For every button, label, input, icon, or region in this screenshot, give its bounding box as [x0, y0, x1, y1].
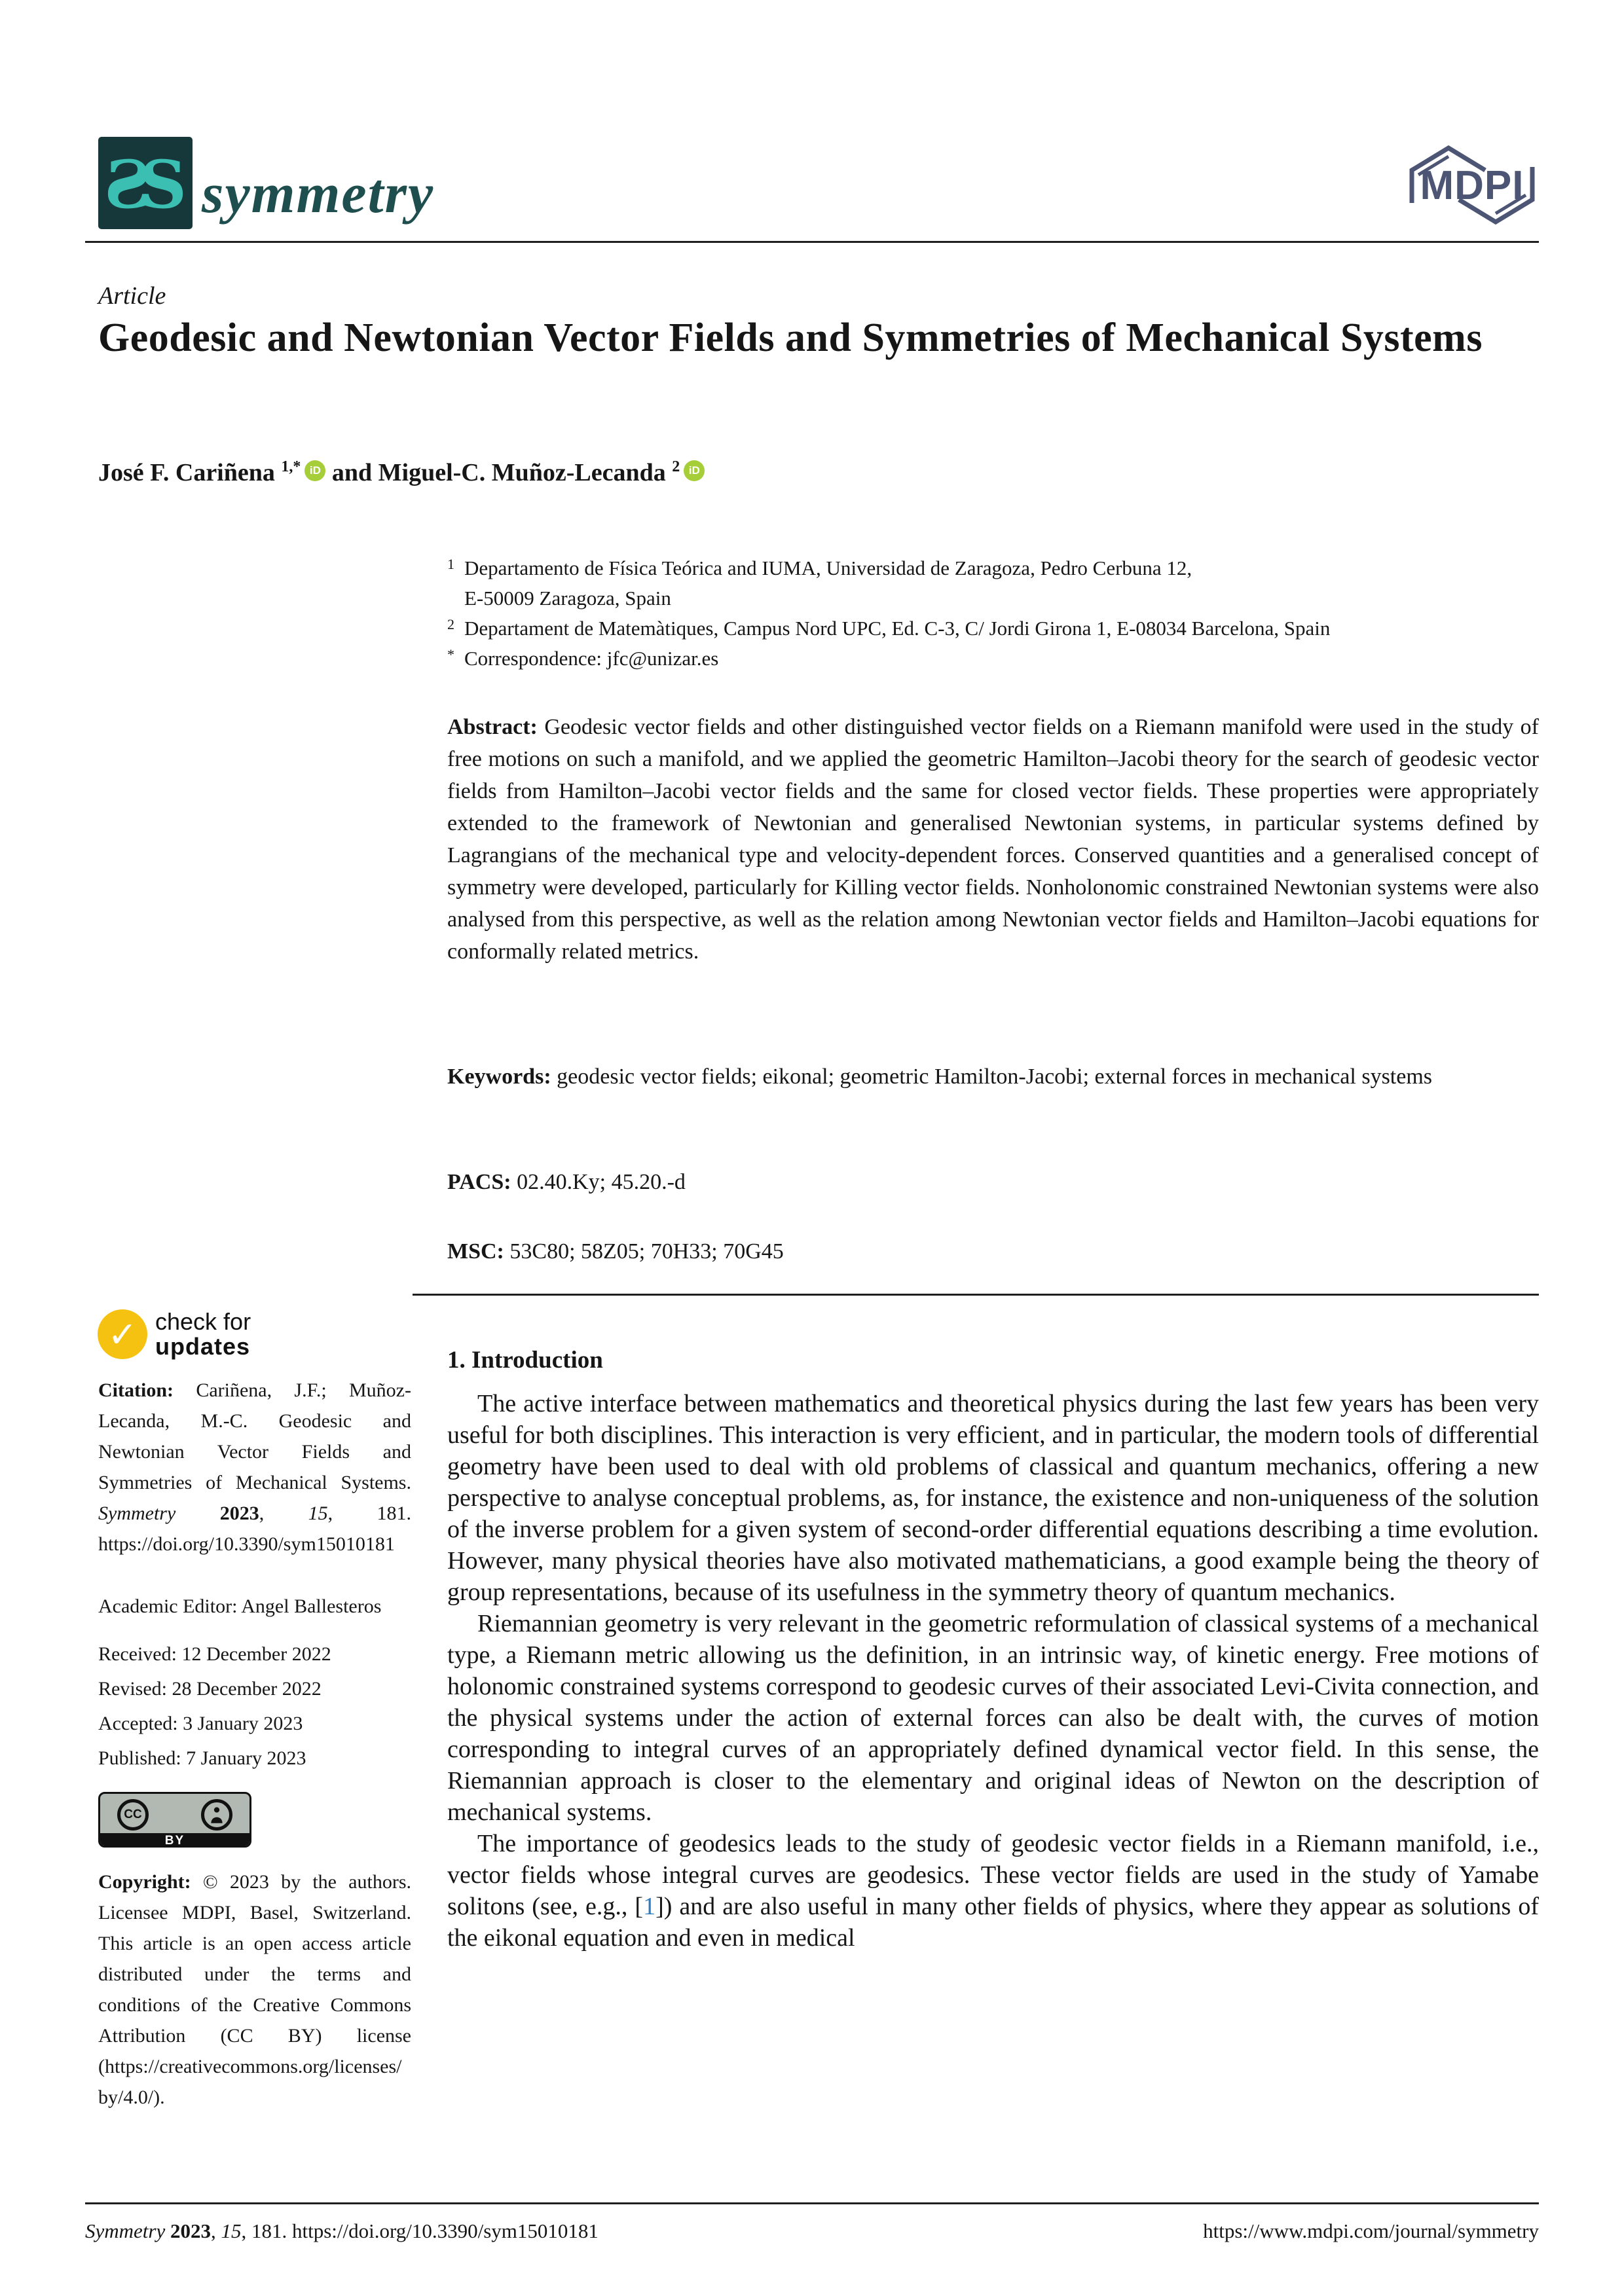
citation-part: Symmetry	[98, 1503, 220, 1524]
date-line: Received: 12 December 2022	[98, 1643, 331, 1665]
pacs-part: PACS:	[447, 1170, 517, 1194]
citation-part: ,	[259, 1503, 308, 1524]
affiliation-row	[447, 613, 1539, 644]
footer-divider	[85, 2202, 1539, 2204]
copyright-part: Copyright:	[98, 1871, 203, 1893]
footer-citation-part: Symmetry	[85, 2219, 170, 2242]
person-icon	[201, 1799, 232, 1831]
author-part: 1,*	[281, 458, 301, 475]
affiliation-marker	[447, 579, 464, 610]
author-part: and Miguel-C. Muñoz-Lecanda	[325, 459, 673, 486]
cc-icon	[117, 1799, 149, 1831]
author-part[interactable]: iD	[684, 460, 705, 481]
msc-codes	[447, 1239, 1539, 1264]
pacs-part: 02.40.Ky; 45.20.-d	[517, 1170, 686, 1194]
introduction-paragraphs	[447, 1388, 1539, 1954]
affiliation-row	[447, 644, 1539, 674]
affiliation-row	[447, 553, 1539, 583]
paragraph-part: The active interface between mathematics and theoretical physics during the last few years has been very useful for both disciplines. This interaction is very efficient, and in particular, the modern tools of differential geometry have been used to deal with old problems of classical and quantum mechanics, offering a new perspective to analyse conceptual problems, as, for instance, the existence and non-uniqueness of the solution of the inverse problem for a given system of second-order differential equations describing a time evolution. However, many physical theories have also motivated mathematicians, a good example being the theory of group representations, because of its usefulness in the symmetry theory of quantum mechanics.	[447, 1390, 1539, 1606]
citation-part: Cariñena, J.F.; Muñoz-Lecanda, M.-C. Geodesic and Newtonian Vector Fields and Symmetries of Mechanical Systems.	[98, 1379, 411, 1493]
footer-citation-part: 15	[221, 2219, 242, 2242]
paragraph-part: Riemannian geometry is very relevant in the geometric reformulation of classical systems of a mechanical type, a Riemann metric allowing us the definition, in an intrinsic way, of kinetic energy. Free motions of holonomic constrained systems correspond to geodesic curves of their associated Levi-Civita connection, and the physical systems under the action of external forces can also be dealt with, the curves of motion corresponding to integral curves of an appropriately defined dynamical vector field. In this sense, the Riemannian approach is closer to the elementary and original ideas of Newton on the description of mechanical systems.	[447, 1610, 1539, 1826]
check-glyph: ✓	[107, 1313, 138, 1355]
abstract-part: Geodesic vector fields and other distinguished vector fields on a Riemann manifold were used in the study of free motions on such a manifold, and we applied the geometric Hamilton–Jacobi theory for the search of geodesic vector fields from Hamilton–Jacobi vector fields and the same for closed vector fields. These properties were appropriately extended to the framework of Newtonian and generalised Newtonian systems, in particular systems defined by Lagrangians of the mechanical type and velocity-dependent forces. Conserved quantities and a generalised concept of symmetry were developed, particularly for Killing vector fields. Nonholonomic constrained Newtonian systems were also analysed from this perspective, as well as the relation among Newtonian vector fields and Hamilton–Jacobi equations for conformally related metrics.	[447, 715, 1539, 964]
citation-part: 2023	[219, 1503, 259, 1524]
copyright-block	[98, 1867, 411, 2113]
copyright-part: © 2023 by the authors. Licensee MDPI, Basel, Switzerland. This article is an open access article distributed under the terms and conditions of the Creative Commons Attribution (CC BY) license (https://creativecommons.org/licenses/by/4.0/).	[98, 1871, 411, 2108]
mdpi-wordmark: MDPI	[1420, 163, 1524, 208]
symmetry-logo	[98, 137, 193, 229]
cc-by-license-badge[interactable]	[98, 1792, 251, 1848]
date-line: Published: 7 January 2023	[98, 1747, 306, 1769]
citation-part: Citation:	[98, 1379, 196, 1401]
logo-s-glyph-mirrored: S	[103, 146, 152, 223]
author-part: 2	[672, 458, 680, 475]
paragraph	[447, 1388, 1539, 1608]
logo-s-glyph: S	[139, 146, 187, 223]
check-for-label: check for	[155, 1308, 251, 1335]
affiliation-text: E-50009 Zaragoza, Spain	[464, 587, 671, 610]
paragraph	[447, 1608, 1539, 1828]
footer-citation	[85, 2219, 599, 2243]
paragraph-part: ]) and are also useful in many other fields of physics, where they appear as solutions of the eikonal equation and even in medical	[447, 1893, 1539, 1952]
authors-line	[98, 458, 705, 488]
mdpi-logo[interactable]	[1407, 137, 1538, 232]
date-line: Accepted: 3 January 2023	[98, 1713, 303, 1734]
academic-editor: Academic Editor: Angel Ballesteros	[98, 1595, 382, 1617]
journal-name: symmetry	[202, 162, 435, 225]
affiliation-marker: 1	[447, 556, 454, 572]
abstract-part: Abstract:	[447, 715, 545, 739]
footer-citation-part: , 181. https://doi.org/10.3390/sym15010181	[241, 2219, 599, 2242]
paragraph-part: The importance of geodesics leads to the study of geodesic vector fields in a Riemann manifold, i.e., vector fields whose integral curves are geodesics. These vector fields are used in the study of Yamabe solitons (see, e.g., [	[447, 1830, 1539, 1920]
affiliations	[447, 553, 1539, 674]
keywords	[447, 1061, 1539, 1093]
cc-badge-icons	[100, 1794, 249, 1833]
article-dates	[98, 1637, 331, 1776]
by-label: BY	[100, 1833, 249, 1848]
msc-part: MSC:	[447, 1239, 510, 1264]
citation-part: 15	[308, 1503, 328, 1524]
check-for-updates-badge[interactable]	[98, 1309, 251, 1359]
paragraph-content	[447, 1830, 1539, 1952]
abstract	[447, 711, 1539, 968]
paragraph-content	[447, 1610, 1539, 1826]
keywords-part: geodesic vector fields; eikonal; geometric Hamilton-Jacobi; external forces in mechanical systems	[557, 1065, 1433, 1089]
check-icon	[98, 1309, 147, 1359]
article-type-label: Article	[98, 282, 166, 310]
affiliation-row	[447, 583, 1539, 613]
author-part[interactable]: iD	[304, 460, 325, 481]
paragraph-content	[447, 1390, 1539, 1606]
article-title: Geodesic and Newtonian Vector Fields and Symmetries of Mechanical Systems	[98, 316, 1483, 360]
cc-label: CC	[124, 1808, 142, 1821]
mdpi-hexagon-icon	[1407, 137, 1538, 232]
keywords-part: Keywords:	[447, 1065, 557, 1089]
affiliation-text: Correspondence: jfc@unizar.es	[464, 647, 719, 670]
updates-label: updates	[155, 1333, 251, 1360]
citation-block	[98, 1375, 411, 1559]
footer-journal-url[interactable]: https://www.mdpi.com/journal/symmetry	[1203, 2219, 1539, 2242]
check-for-updates-label	[155, 1309, 251, 1359]
affiliation-text: Departament de Matemàtiques, Campus Nord UPC, Ed. C-3, C/ Jordi Girona 1, E-08034 Barcelona, Spain	[464, 617, 1331, 640]
affiliation-marker: *	[447, 646, 454, 663]
affiliation-text: Departamento de Física Teórica and IUMA, Universidad de Zaragoza, Pedro Cerbuna 12,	[464, 556, 1192, 579]
date-line: Revised: 28 December 2022	[98, 1678, 322, 1700]
footer-citation-part: ,	[210, 2219, 221, 2242]
affiliation-marker: 2	[447, 616, 454, 632]
footer-citation-part: 2023	[170, 2219, 211, 2242]
author-part: José F. Cariñena	[98, 459, 282, 486]
paragraph	[447, 1828, 1539, 1954]
header-divider	[85, 241, 1539, 243]
pacs-codes	[447, 1170, 1539, 1195]
paragraph-part[interactable]: 1	[643, 1893, 656, 1920]
abstract-body-divider	[413, 1294, 1539, 1296]
citation-part: , 181. https://doi.org/10.3390/sym15010181	[98, 1503, 411, 1555]
msc-part: 53C80; 58Z05; 70H33; 70G45	[509, 1239, 784, 1264]
page-footer	[85, 2219, 1539, 2243]
section-heading-introduction: 1. Introduction	[447, 1347, 603, 1374]
symmetry-logo-icon	[98, 137, 193, 229]
